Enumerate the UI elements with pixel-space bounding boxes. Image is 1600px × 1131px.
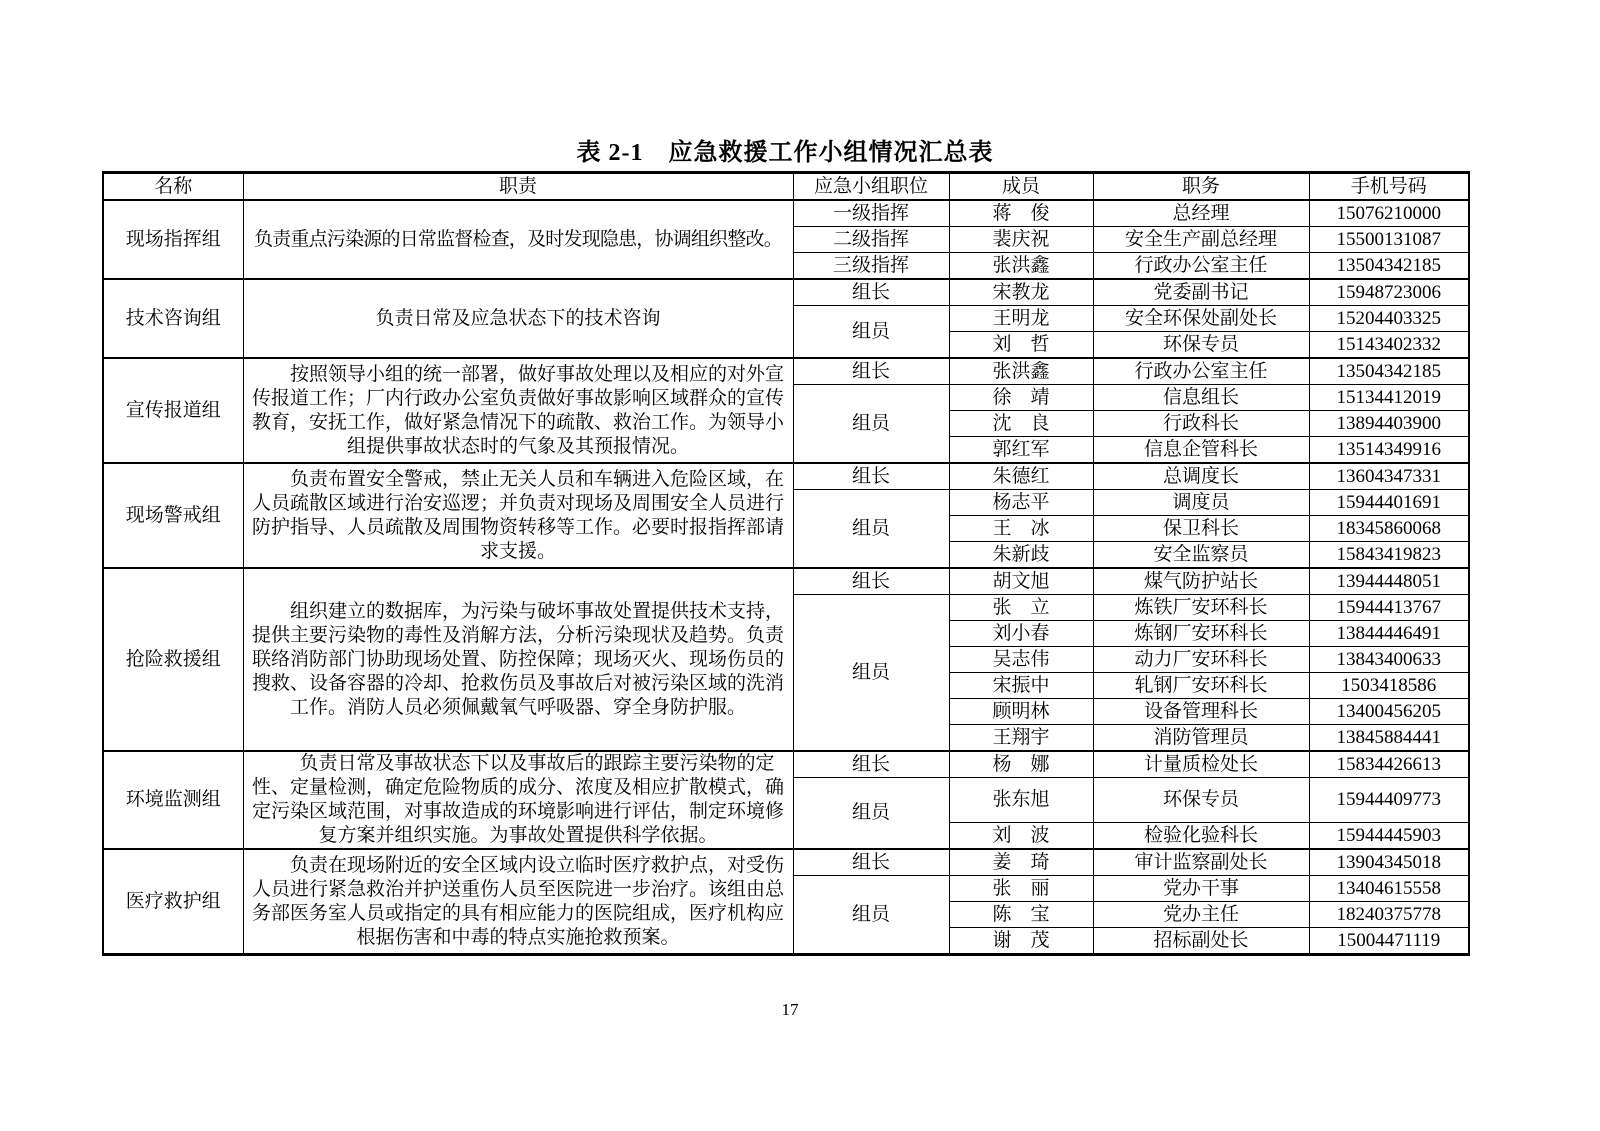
- member-title-cell: 环保专员: [1093, 778, 1309, 823]
- member-title-cell: 招标副处长: [1093, 928, 1309, 955]
- member-phone-cell: 15143402332: [1309, 332, 1469, 359]
- member-title-cell: 审计监察副处长: [1093, 849, 1309, 876]
- member-phone-cell: 13400456205: [1309, 699, 1469, 725]
- table-row: [103, 568, 1469, 595]
- table-title: 表 2-1 应急救援工作小组情况汇总表: [576, 140, 994, 166]
- member-title-cell: 炼钢厂安环科长: [1093, 621, 1309, 647]
- member-phone-cell: 13404615558: [1309, 876, 1469, 902]
- duty-cell: 负责重点污染源的日常监督检查，及时发现隐患，协调组织整改。: [243, 200, 793, 279]
- position-cell: 三级指挥: [793, 253, 949, 280]
- table-header: [103, 173, 1469, 201]
- member-name-cell: 姜 琦: [949, 849, 1093, 876]
- member-phone-cell: 15076210000: [1309, 200, 1469, 227]
- member-phone-cell: 15944409773: [1309, 778, 1469, 823]
- member-title-cell: 行政办公室主任: [1093, 253, 1309, 280]
- member-title-cell: 信息组长: [1093, 385, 1309, 411]
- member-name-cell: 杨 娜: [949, 751, 1093, 778]
- member-title-cell: 轧钢厂安环科长: [1093, 673, 1309, 699]
- member-phone-cell: 13845884441: [1309, 725, 1469, 752]
- table-body: [103, 200, 1469, 955]
- member-name-cell: 杨志平: [949, 490, 1093, 516]
- member-phone-cell: 15948723006: [1309, 279, 1469, 306]
- member-title-cell: 消防管理员: [1093, 725, 1309, 752]
- position-cell: 组长: [793, 568, 949, 595]
- position-cell: 组长: [793, 849, 949, 876]
- member-name-cell: 刘 哲: [949, 332, 1093, 359]
- member-name-cell: 顾明林: [949, 699, 1093, 725]
- position-cell: 组长: [793, 751, 949, 778]
- duty-cell: 按照领导小组的统一部署，做好事故处理以及相应的对外宣传报道工作；厂内行政办公室负责做好事故影响区域群众的宣传教育，安抚工作，做好紧急情况下的疏散、救治工作。为领导小组提供事故状态时的气象及其预报情况。: [243, 358, 793, 463]
- member-phone-cell: 15944445903: [1309, 823, 1469, 850]
- member-name-cell: 蒋 俊: [949, 200, 1093, 227]
- member-phone-cell: 15843419823: [1309, 542, 1469, 569]
- member-phone-cell: 13504342185: [1309, 253, 1469, 280]
- group-name-cell: 宣传报道组: [103, 358, 243, 463]
- position-cell: 组员: [793, 306, 949, 359]
- position-cell: 组长: [793, 463, 949, 490]
- member-name-cell: 郭红军: [949, 437, 1093, 464]
- member-title-cell: 行政办公室主任: [1093, 358, 1309, 385]
- position-cell: 组员: [793, 595, 949, 752]
- group-name-cell: 医疗救护组: [103, 849, 243, 955]
- member-title-cell: 保卫科长: [1093, 516, 1309, 542]
- table-row: [103, 200, 1469, 227]
- member-name-cell: 胡文旭: [949, 568, 1093, 595]
- member-phone-cell: 15944401691: [1309, 490, 1469, 516]
- member-title-cell: 设备管理科长: [1093, 699, 1309, 725]
- member-title-cell: 计量质检处长: [1093, 751, 1309, 778]
- member-phone-cell: 15134412019: [1309, 385, 1469, 411]
- member-title-cell: 安全监察员: [1093, 542, 1309, 569]
- member-title-cell: 煤气防护站长: [1093, 568, 1309, 595]
- member-title-cell: 党办干事: [1093, 876, 1309, 902]
- position-cell: 组员: [793, 385, 949, 464]
- group-name-cell: 技术咨询组: [103, 279, 243, 358]
- member-phone-cell: 13944448051: [1309, 568, 1469, 595]
- member-phone-cell: 15500131087: [1309, 227, 1469, 253]
- member-phone-cell: 15004471119: [1309, 928, 1469, 955]
- member-title-cell: 总经理: [1093, 200, 1309, 227]
- member-name-cell: 张 立: [949, 595, 1093, 621]
- member-phone-cell: 13514349916: [1309, 437, 1469, 464]
- member-phone-cell: 13844446491: [1309, 621, 1469, 647]
- member-phone-cell: 1503418586: [1309, 673, 1469, 699]
- duty-cell: 负责在现场附近的安全区域内设立临时医疗救护点，对受伤人员进行紧急救治并护送重伤人员至医院进一步治疗。该组由总务部医务室人员或指定的具有相应能力的医院组成，医疗机构应根据伤害和中毒的特点实施抢救预案。: [243, 849, 793, 955]
- member-name-cell: 宋振中: [949, 673, 1093, 699]
- member-name-cell: 王翔宇: [949, 725, 1093, 752]
- column-header: 名称: [103, 173, 243, 201]
- member-phone-cell: 15944413767: [1309, 595, 1469, 621]
- member-name-cell: 徐 靖: [949, 385, 1093, 411]
- member-title-cell: 炼铁厂安环科长: [1093, 595, 1309, 621]
- member-phone-cell: 13504342185: [1309, 358, 1469, 385]
- member-name-cell: 朱新歧: [949, 542, 1093, 569]
- column-header: 成员: [949, 173, 1093, 201]
- member-name-cell: 沈 良: [949, 411, 1093, 437]
- page-number: 17: [781, 1000, 799, 1019]
- member-title-cell: 安全环保处副处长: [1093, 306, 1309, 332]
- member-title-cell: 检验化验科长: [1093, 823, 1309, 850]
- position-cell: 组员: [793, 876, 949, 955]
- member-title-cell: 调度员: [1093, 490, 1309, 516]
- column-header: 应急小组职位: [793, 173, 949, 201]
- group-name-cell: 环境监测组: [103, 751, 243, 849]
- column-header: 职责: [243, 173, 793, 201]
- position-cell: 一级指挥: [793, 200, 949, 227]
- table-row: [103, 751, 1469, 778]
- member-title-cell: 行政科长: [1093, 411, 1309, 437]
- member-phone-cell: 13904345018: [1309, 849, 1469, 876]
- duty-cell: 负责日常及事故状态下以及事故后的跟踪主要污染物的定性、定量检测，确定危险物质的成分、浓度及相应扩散模式，确定污染区域范围，对事故造成的环境影响进行评估，制定环境修复方案并组织实施。为事故处置提供科学依据。: [243, 751, 793, 849]
- member-name-cell: 吴志伟: [949, 647, 1093, 673]
- member-name-cell: 张洪鑫: [949, 253, 1093, 280]
- member-name-cell: 刘 波: [949, 823, 1093, 850]
- member-title-cell: 环保专员: [1093, 332, 1309, 359]
- position-cell: 组员: [793, 490, 949, 569]
- member-name-cell: 张 丽: [949, 876, 1093, 902]
- duty-cell: 负责布置安全警戒，禁止无关人员和车辆进入危险区域，在人员疏散区域进行治安巡逻；并负责对现场及周围安全人员进行防护指导、人员疏散及周围物资转移等工作。必要时报指挥部请求支援。: [243, 463, 793, 568]
- member-name-cell: 谢 茂: [949, 928, 1093, 955]
- member-phone-cell: 13604347331: [1309, 463, 1469, 490]
- duty-cell: 组织建立的数据库，为污染与破坏事故处置提供技术支持，提供主要污染物的毒性及消解方法，分析污染现状及趋势。负责联络消防部门协助现场处置、防控保障；现场灭火、现场伤员的搜救、设备容器的冷却、抢救伤员及事故后对被污染区域的洗消工作。消防人员必须佩戴氧气呼吸器、穿全身防护服。: [243, 568, 793, 751]
- member-name-cell: 张东旭: [949, 778, 1093, 823]
- duty-cell: 负责日常及应急状态下的技术咨询: [243, 279, 793, 358]
- table-row: [103, 358, 1469, 385]
- member-phone-cell: 18240375778: [1309, 902, 1469, 928]
- member-phone-cell: 13894403900: [1309, 411, 1469, 437]
- member-phone-cell: 15834426613: [1309, 751, 1469, 778]
- position-cell: 组员: [793, 778, 949, 850]
- member-name-cell: 王 冰: [949, 516, 1093, 542]
- member-phone-cell: 18345860068: [1309, 516, 1469, 542]
- member-title-cell: 动力厂安环科长: [1093, 647, 1309, 673]
- member-name-cell: 朱德红: [949, 463, 1093, 490]
- table-row: [103, 849, 1469, 876]
- member-name-cell: 刘小春: [949, 621, 1093, 647]
- member-title-cell: 总调度长: [1093, 463, 1309, 490]
- member-title-cell: 党办主任: [1093, 902, 1309, 928]
- group-name-cell: 现场指挥组: [103, 200, 243, 279]
- position-cell: 二级指挥: [793, 227, 949, 253]
- member-phone-cell: 15204403325: [1309, 306, 1469, 332]
- member-name-cell: 张洪鑫: [949, 358, 1093, 385]
- table-header-row: [103, 173, 1469, 201]
- emergency-rescue-group-table: [102, 171, 1470, 956]
- member-name-cell: 陈 宝: [949, 902, 1093, 928]
- group-name-cell: 抢险救援组: [103, 568, 243, 751]
- member-name-cell: 裴庆祝: [949, 227, 1093, 253]
- member-title-cell: 安全生产副总经理: [1093, 227, 1309, 253]
- column-header: 手机号码: [1309, 173, 1469, 201]
- member-title-cell: 党委副书记: [1093, 279, 1309, 306]
- member-title-cell: 信息企管科长: [1093, 437, 1309, 464]
- column-header: 职务: [1093, 173, 1309, 201]
- group-name-cell: 现场警戒组: [103, 463, 243, 568]
- member-name-cell: 宋教龙: [949, 279, 1093, 306]
- member-phone-cell: 13843400633: [1309, 647, 1469, 673]
- member-name-cell: 王明龙: [949, 306, 1093, 332]
- position-cell: 组长: [793, 358, 949, 385]
- position-cell: 组长: [793, 279, 949, 306]
- table-row: [103, 463, 1469, 490]
- table-row: [103, 279, 1469, 306]
